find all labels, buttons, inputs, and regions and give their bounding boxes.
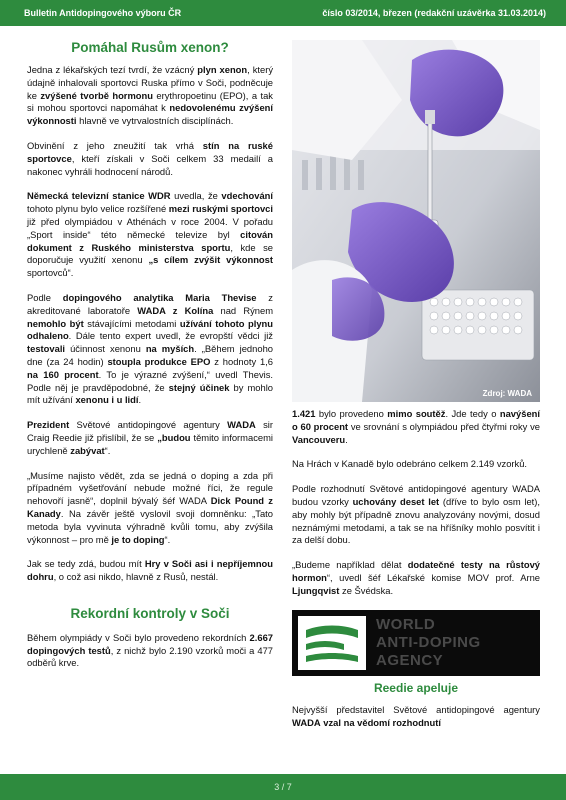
page-number: 3 / 7 [274, 782, 292, 792]
bold-text: dodatečné testy na růstový hormon [292, 559, 540, 583]
bold-text: stoupla produkce EPO [107, 355, 211, 367]
bold-text: užívání tohoto plynu odhaleno [27, 317, 273, 342]
bold-text: Ljungqvist [292, 584, 340, 596]
article-title-xenon: Pomáhal Rusům xenon? [71, 40, 229, 55]
bold-text: WADA [227, 419, 256, 431]
text: Jak se tedy zdá, budou mít [27, 558, 145, 570]
bold-text: 1.421 [292, 408, 316, 419]
logo-line: ANTI-DOPING [376, 633, 481, 651]
bold-text: vdechování [221, 190, 274, 202]
page-footer [0, 774, 566, 800]
text: sir Craig Reedie již přislíbil, že se [27, 419, 273, 443]
bold-text: na myších [145, 343, 195, 355]
text: Podle rozhodnutí Světové antidopingové agentury WADA budou vzorky [292, 483, 540, 507]
paragraph [27, 64, 273, 128]
right-column [292, 408, 540, 742]
text: Jedna z lékařských tezí tvrdí, že vzácný [27, 64, 198, 75]
paragraph [27, 558, 273, 584]
issue-info: číslo 03/2014, březen (redakční uzávěrka 31.03.2014) [322, 8, 546, 18]
bold-text: je to doping [111, 533, 165, 545]
text: Nejvyšší představitel Světové antidopingové agentury [292, 704, 540, 716]
text: bylo provedeno [315, 408, 388, 419]
text: „Budeme například dělat [292, 559, 408, 571]
bold-text: Hry v Soči asi i nepříjemnou dohru [27, 558, 274, 583]
text: . Dále tento expert uvedl, že evropští vědci již [68, 330, 273, 342]
bold-text: Vancouveru [292, 433, 346, 445]
paragraph [27, 140, 273, 178]
text: z akreditované laboratoře [27, 291, 273, 316]
text: “. [104, 444, 111, 456]
bold-text: WADA z Kolína [137, 304, 214, 316]
bold-text: plyn xenon [197, 64, 248, 75]
text: hlavně ve vytrvalostních disciplínách. [76, 115, 234, 127]
bold-text: „s cílem zvýšit výkonnost [148, 254, 273, 266]
article-title-reedie: Reedie apeluje [373, 680, 459, 695]
text: Během olympiády v Soči bylo provedeno rekordních [27, 631, 250, 643]
bold-text: Dick Pound z Kanady [27, 495, 273, 519]
text: Obvinění z jeho zneužití tak vrhá [27, 139, 203, 151]
text: sportovců“. [27, 267, 74, 279]
left-column [27, 40, 273, 682]
page-header [0, 0, 566, 26]
text: “. [164, 533, 171, 545]
bold-text: 2.667 dopingových testů [27, 631, 273, 656]
bold-text: nedovolenému zvýšení výkonnosti [27, 102, 273, 127]
bold-text: stín na ruské sportovce [27, 139, 273, 164]
lab-photo-illustration [292, 40, 540, 402]
paragraph [27, 632, 273, 670]
text: , kde se doporučuje využití xenonu [27, 241, 273, 266]
bold-text: navýšení o 60 procent [292, 408, 540, 432]
wada-emblem-icon [292, 610, 372, 676]
paragraph [292, 408, 540, 446]
text: “, uvedl šéf Lékařské komise MOV prof. Arne [326, 571, 540, 583]
photo-credit: Zdroj: WADA [482, 389, 532, 398]
paragraph [292, 559, 540, 597]
text: , který údajně inhalovali sportovci Ruska přímo v Soči, podněcuje ke [27, 64, 274, 101]
text: , o což asi nikdo, hlavně z Rusů, nestál. [53, 571, 219, 583]
wada-logo [292, 610, 540, 676]
text: „Musíme najisto vědět, zda se jedná o doping a zda při případném vyšetřování nebude možné říci, že regule nehovoří jasně“, doplnil bývalý šéf WADA [27, 469, 273, 507]
text: . „Během jednoho dne (za 24 hodin) [27, 343, 273, 367]
text: již před olympiádou v Athénách v roce 2004. V pořadu „Sport inside“ této německé televize byl [27, 215, 273, 240]
bold-text: Německá televizní stanice WDR [27, 190, 171, 202]
text: uvedla, že [170, 190, 222, 202]
text: Světové antidopingové agentury [69, 419, 228, 431]
text: tohoto plynu bylo velice rozšířené [27, 203, 169, 215]
bold-text: zabývat [70, 444, 105, 456]
text: . [345, 433, 348, 445]
bold-text: WADA [292, 717, 321, 729]
text: , kteří získali v Soči celkem 33 medailí a nakonec vyhráli hodnocení národů. [27, 152, 273, 177]
text: účinnost xenonu [65, 343, 146, 355]
text: by mohlo mít užívání [27, 381, 273, 406]
bold-text: mimo soutěž [387, 408, 446, 419]
text: těmito informacemi urychleně [27, 431, 273, 456]
text: Podle [27, 291, 63, 303]
bold-text: Prezident [27, 419, 70, 431]
text: (dříve to bylo osm let), aby mohly být případně znovu analyzovány novými, dosud neznámými metodami, a tak se na hříšníky mohlo posvítit i za delší dobu. [292, 495, 541, 546]
text: ve srovnání s olympiádou před čtyřmi roky ve [348, 420, 540, 432]
bulletin-title: Bulletin Antidopingového výboru ČR [24, 8, 182, 18]
paragraph [27, 292, 273, 407]
text: z hodnoty 1,6 [210, 355, 273, 367]
text: nad Rýnem [213, 304, 274, 316]
bold-text: citován dokument z Ruského ministerstva sportu [27, 228, 273, 253]
bold-text: stejný účinek [168, 381, 230, 393]
bold-text: zvýšené tvorbě hormonu [40, 89, 153, 101]
text: stávajícími metodami [83, 317, 180, 329]
paragraph: Na Hrách v Kanadě bylo odebráno celkem 2.149 vzorků. [292, 458, 528, 470]
article-title-rekordni: Rekordní kontroly v Soči [70, 605, 230, 621]
bold-text: xenonu i u lidí [75, 394, 139, 406]
paragraph [27, 190, 273, 280]
bold-text: dopingového analytika Maria Thevise [62, 291, 257, 303]
logo-line: WORLD [376, 615, 436, 633]
text: erythropoetinu (EPO), a tak si mohou sportovci napomáhat k [27, 89, 273, 114]
bold-text: na 160 procent [27, 368, 99, 380]
logo-line: AGENCY [376, 651, 444, 669]
paragraph [27, 470, 273, 547]
paragraph [292, 483, 540, 547]
lab-photo [292, 40, 540, 402]
bold-text: nemohlo být [27, 317, 84, 329]
bold-text: testovali [27, 343, 66, 355]
text: ze Švédska. [339, 584, 394, 596]
text: . Na závěr ještě vyslovil svoji domněnku: „Tato metoda byla vyvinuta výhradně kvůli tomu, aby zvýšila výkonnost – pro mě [27, 507, 273, 545]
text: . Jde tedy o [445, 408, 500, 419]
bold-text: „budou [157, 431, 191, 443]
text: . [138, 394, 142, 406]
bold-text: vzal na vědomí rozhodnutí [323, 717, 441, 729]
wada-logo-text [376, 616, 481, 670]
text: , z nichž bylo 2.190 vzorků moči a 477 odběrů krve. [27, 644, 273, 669]
bold-text: mezi ruskými sportovci [168, 203, 273, 215]
paragraph [27, 419, 273, 457]
bold-text: uchovány deset let [352, 495, 440, 507]
text: . To je výrazné zvýšení,“ uvedl Thevis. Podle něj je pravděpodobné, že [27, 368, 274, 393]
paragraph [292, 704, 540, 730]
